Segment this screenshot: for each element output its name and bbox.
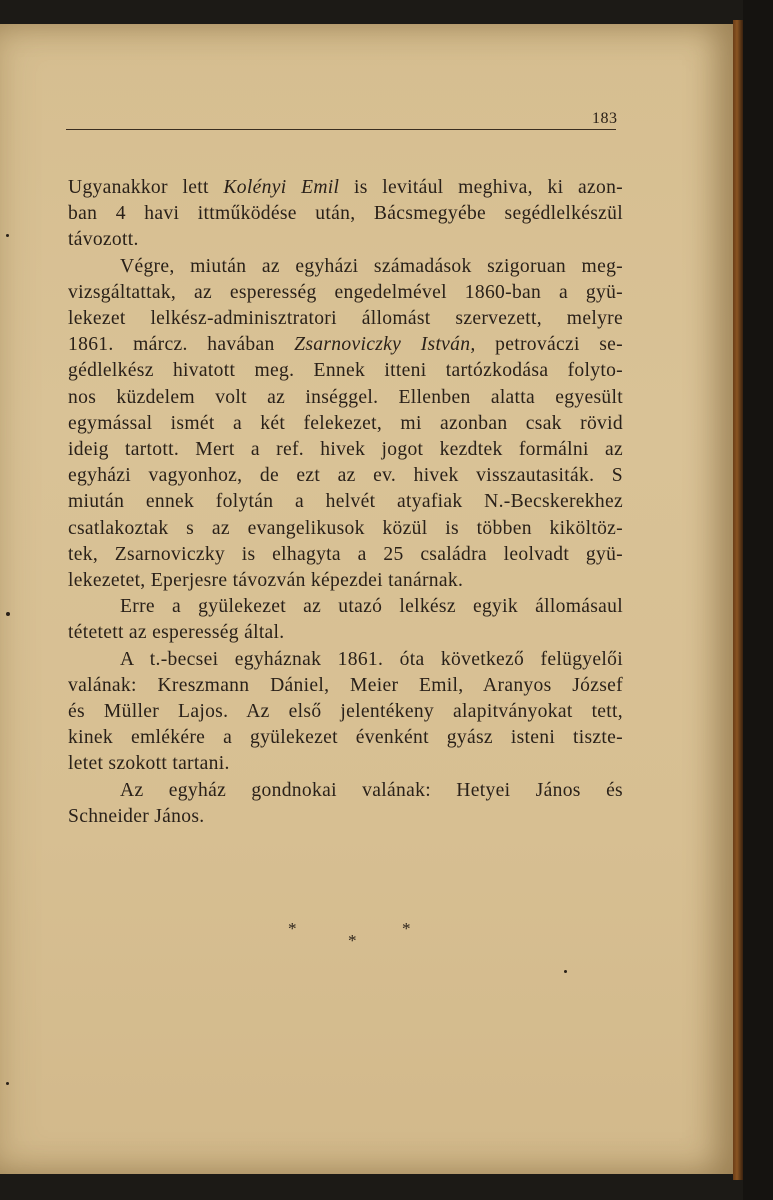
text-run: miután ennek folytán a helvét atyafiak N.-Becskerekhez — [68, 491, 623, 513]
text-line — [68, 542, 623, 568]
text-run: nos küzdelem volt az inséggel. Ellenben alatta egyesült — [68, 386, 623, 408]
text-line — [68, 804, 623, 830]
text-line — [68, 647, 623, 673]
text-run: és Müller Lajos. Az első jelentékeny alapitványokat tett, — [68, 701, 623, 723]
paper-speck — [6, 1082, 9, 1085]
text-run: tek, Zsarnoviczky is elhagyta a 25 családra leolvadt gyü- — [68, 543, 623, 565]
text-line — [68, 306, 623, 332]
paper-speck — [6, 234, 9, 237]
text-line — [68, 411, 623, 437]
text-run: Schneider János. — [68, 805, 205, 827]
header-rule — [66, 129, 616, 130]
text-run: egymással ismét a két felekezet, mi azonban csak rövid — [68, 412, 623, 434]
text-line — [68, 227, 623, 253]
text-line — [68, 280, 623, 306]
asterisk: * — [288, 919, 297, 938]
page-number: 183 — [592, 110, 618, 127]
text-run: kinek emlékére a gyülekezet évenként gyász isteni tiszte- — [68, 727, 623, 749]
paper-speck — [6, 612, 10, 616]
book-edge — [743, 0, 773, 1200]
text-line — [68, 463, 623, 489]
text-run: is levitául meghiva, ki azon- — [339, 177, 623, 198]
text-line — [68, 358, 623, 384]
text-line — [68, 620, 623, 646]
text-line — [68, 516, 623, 542]
text-run: ideig tartott. Mert a ref. hivek jogot kezdtek formálni az — [68, 439, 623, 461]
section-divider-asterisks — [288, 919, 428, 959]
text-line — [68, 778, 623, 804]
text-line — [68, 673, 623, 699]
text-line — [68, 175, 623, 201]
text-run: letet szokott tartani. — [68, 753, 230, 775]
text-line — [68, 437, 623, 463]
text-run: A t.-becsei egyháznak 1861. óta következő felügyelői — [120, 648, 623, 670]
text-run: vizsgáltattak, az esperesség engedelmével 1860-ban a gyü- — [68, 281, 623, 303]
text-run: Végre, miután az egyházi számadások szigoruan meg- — [120, 255, 623, 277]
text-line — [68, 751, 623, 777]
text-line — [68, 385, 623, 411]
text-line — [68, 699, 623, 725]
body-text — [68, 175, 623, 830]
asterisk: * — [348, 931, 357, 950]
text-run: Ugyanakkor lett — [68, 177, 224, 198]
text-run: távozott. — [68, 229, 139, 251]
text-run: 1861. márcz. havában — [68, 334, 295, 356]
text-run: Az egyház gondnokai valának: Hetyei János és — [120, 779, 623, 801]
text-run: egyházi vagyonhoz, de ezt az ev. hivek visszautasiták. S — [68, 465, 623, 487]
text-run: Erre a gyülekezet az utazó lelkész egyik állomásaul — [120, 596, 623, 618]
text-run: tétetett az esperesség által. — [68, 622, 285, 644]
text-run: lekezetet, Eperjesre távozván képezdei tanárnak. — [68, 570, 464, 592]
text-line — [68, 201, 623, 227]
text-line — [68, 594, 623, 620]
text-run: lekezet lelkész-adminisztratori állomást szervezett, melyre — [68, 308, 623, 330]
text-run: gédlelkész hivatott meg. Ennek itteni tartózkodása folyto- — [68, 360, 623, 382]
italic-name: Kolényi Emil — [223, 177, 340, 198]
book-binding — [733, 20, 743, 1180]
book-page — [0, 24, 733, 1174]
text-line — [68, 254, 623, 280]
paper-speck — [564, 970, 567, 973]
text-line — [68, 568, 623, 594]
asterisk: * — [402, 919, 411, 938]
text-run: csatlakoztak s az evangelikusok közül is többen kiköltöz- — [68, 517, 623, 539]
text-run: petrováczi se- — [475, 334, 623, 356]
italic-name: Zsarnoviczky István, — [294, 334, 476, 356]
text-line — [68, 489, 623, 515]
text-line — [68, 725, 623, 751]
text-run: ban 4 havi ittműködése után, Bácsmegyébe segédlelkészül — [68, 203, 623, 225]
text-line — [68, 332, 623, 358]
text-run: valának: Kreszmann Dániel, Meier Emil, Aranyos József — [68, 674, 623, 696]
